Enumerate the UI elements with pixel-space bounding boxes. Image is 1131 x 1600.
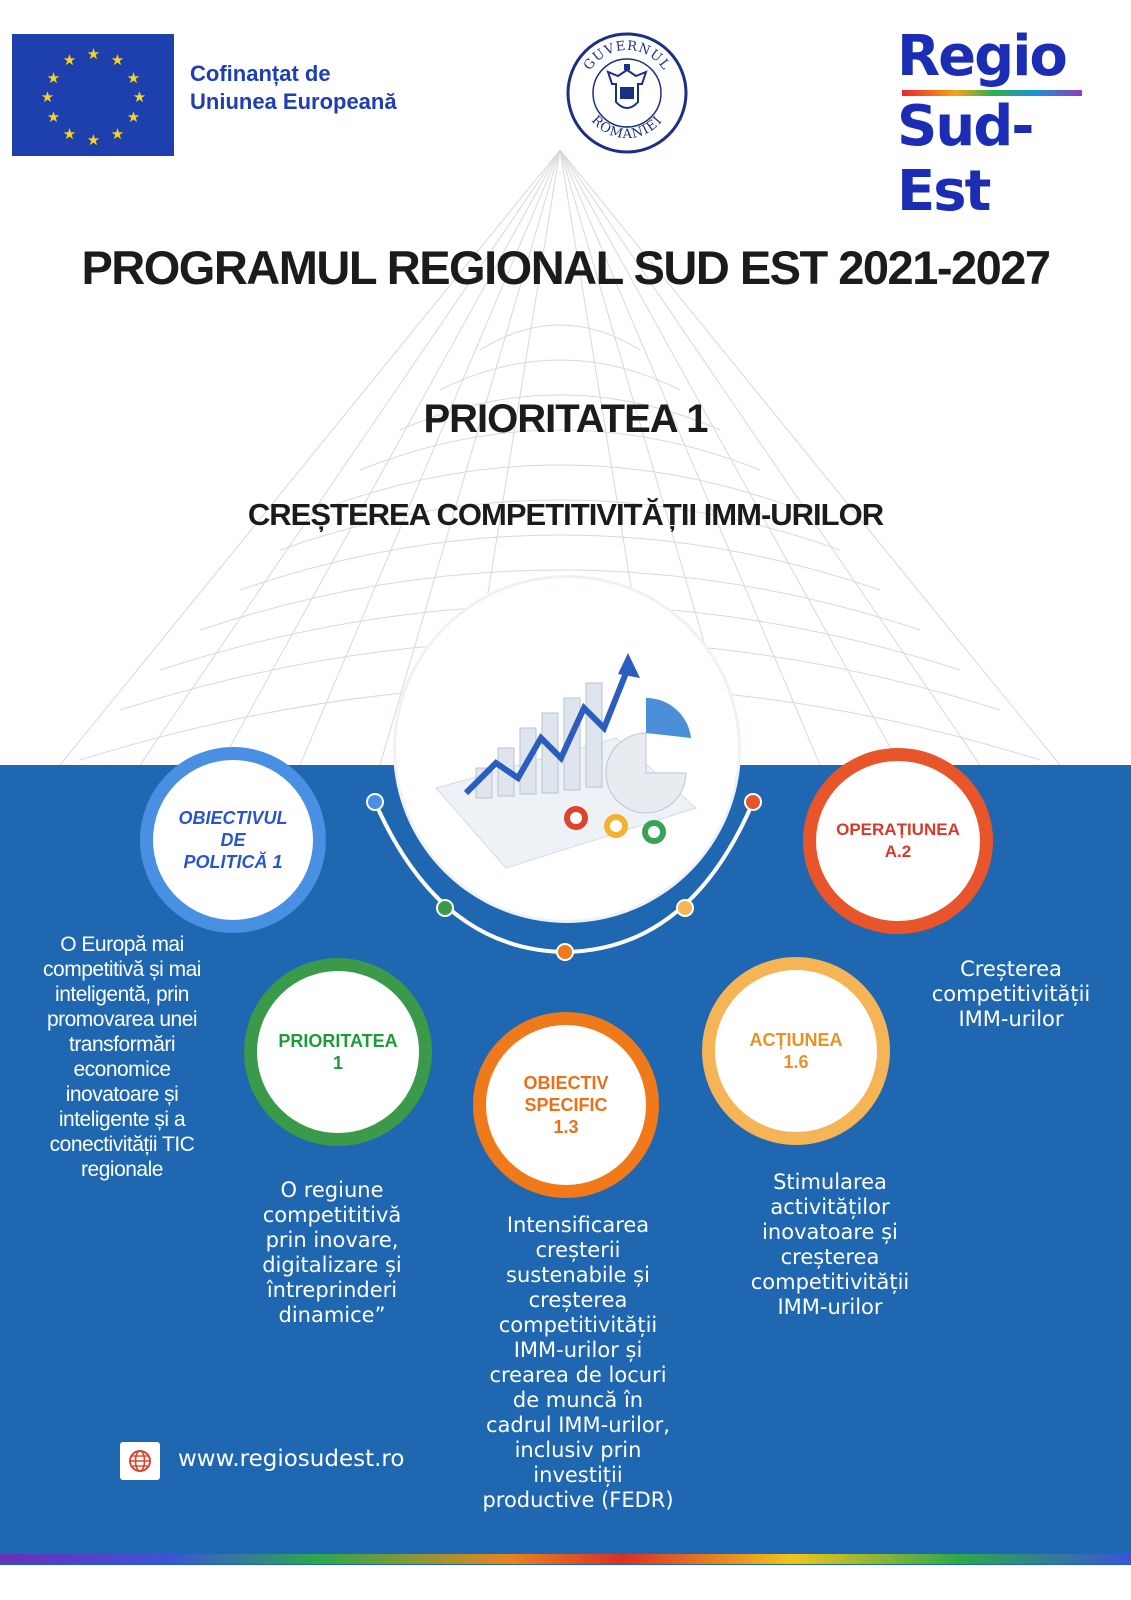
action-circle	[702, 957, 890, 1145]
operation-circle	[803, 748, 993, 934]
rainbow-footer-strip	[0, 1554, 1131, 1564]
eu-text-line1: Cofinanțat de	[190, 61, 331, 86]
specific-objective-description: Intensificarea creșterii sustenabile și creșterea competitivității IMM-urilor și crearea de locuri de muncă în cadrul IMM-urilor, inclusiv prin investiții productive (FEDR)	[482, 1213, 674, 1512]
page-title: PROGRAMUL REGIONAL SUD EST 2021-2027	[81, 241, 1050, 294]
specific-objective-label-1: OBIECTIV	[523, 1073, 609, 1093]
action-label-2: 1.6	[783, 1052, 809, 1072]
priority-label-1: PRIORITATEA	[278, 1031, 398, 1051]
government-seal	[566, 32, 688, 154]
globe-icon[interactable]	[120, 1442, 160, 1480]
operation-label-2: A.2	[884, 842, 912, 861]
priority-subtitle: CREȘTEREA COMPETITIVITĂȚII IMM-URILOR	[247, 497, 884, 532]
specific-objective-circle	[473, 1012, 659, 1198]
regio-logo-line1: Regio	[897, 24, 1066, 89]
priority-label-2: 1	[332, 1053, 343, 1073]
eu-flag: ★ ★ ★ ★ ★ ★ ★ ★ ★ ★ ★ ★	[12, 34, 174, 156]
seal-text-bottom: ROMÂNIEI	[588, 112, 666, 143]
eu-text-line2: Uniunea Europeană	[190, 89, 397, 114]
operation-description: Creșterea competitivității IMM-urilor	[931, 957, 1091, 1031]
website-link[interactable]: www.regiosudest.ro	[178, 1446, 405, 1472]
regio-sud-est-logo	[897, 24, 1110, 224]
priority-heading: PRIORITATEA 1	[423, 397, 708, 441]
policy-objective-description: O Europă mai competitivă și mai inteligentă, prin promovarea unei transformări economice inovatoare și inteligente și a conectivității TIC regionale	[43, 933, 201, 1181]
eu-cofinancing-text	[190, 60, 397, 116]
priority-description: O regiune competititivă prin inovare, digitalizare și întreprinderi dinamice”	[262, 1178, 402, 1327]
specific-objective-label-2: SPECIFIC	[524, 1095, 608, 1115]
policy-objective-label-1: OBIECTIVUL	[178, 808, 288, 828]
seal-text-top: GUVERNUL	[581, 38, 674, 74]
operation-label-1: OPERAȚIUNEA	[836, 820, 960, 839]
regio-logo-line2: Sud-Est	[897, 94, 1033, 224]
priority-circle	[244, 958, 432, 1146]
growth-chart-illustration	[396, 578, 738, 920]
policy-objective-label-2: DE	[220, 830, 246, 850]
policy-objective-label-3: POLITICĂ 1	[183, 852, 283, 872]
policy-objective-circle	[140, 747, 326, 933]
central-image-circle	[396, 578, 738, 920]
specific-objective-label-3: 1.3	[553, 1117, 579, 1137]
action-description: Stimularea activităților inovatoare și creșterea competitivității IMM-urilor	[750, 1170, 910, 1319]
globe-icon-glyph	[128, 1449, 152, 1473]
action-label-1: ACȚIUNEA	[749, 1030, 843, 1050]
